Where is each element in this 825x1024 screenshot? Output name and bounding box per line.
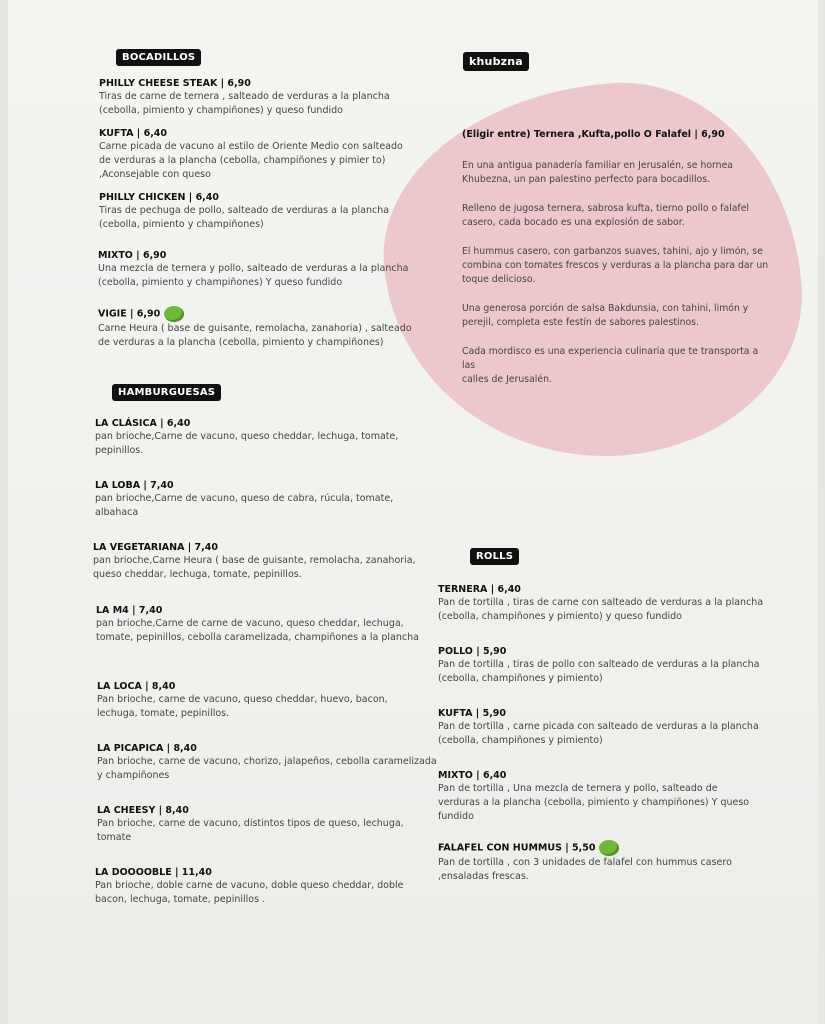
item-desc: Pan de tortilla , tiras de pollo con salteado de verduras a la plancha (cebolla, champiñones y pimiento) [438,659,760,684]
item-desc: Una mezcla de ternera y pollo, salteado de verduras a la plancha (cebolla, pimiento y champiñones) Y queso fundido [98,263,409,288]
item-desc: Pan de tortilla , carne picada con salteado de verduras a la plancha (cebolla, champiñones y pimiento) [438,721,759,746]
item-desc: Pan de tortilla , con 3 unidades de falafel con hummus casero ,ensaladas frescas. [438,857,732,882]
menu-item-la-doooooble [95,866,404,907]
item-desc: Tiras de carne de ternera , salteado de verduras a la plancha (cebolla, pimiento y champiñones) y queso fundido [99,91,390,116]
menu-item-la-picapica [97,742,437,783]
menu-item-roll-ternera [438,583,763,624]
item-desc: pan brioche,Carne de vacuno, queso de cabra, rúcula, tomate, albahaca [95,493,394,518]
khubzna-paragraph: Una generosa porción de salsa Bakdunsia, con tahini, limón y perejil, completa este festín de sabores palestinos. [462,303,749,328]
menu-item-la-clasica [95,417,398,458]
menu-item-mixto [98,249,408,290]
item-desc: Carne Heura ( base de guisante, remolacha, zanahoria) , salteado de verduras a la plancha (cebolla, pimiento y champiñones) [98,323,412,348]
rolls-heading: ROLLS [470,548,519,565]
item-name: MIXTO | 6,90 [98,250,167,261]
item-name: KUFTA | 5,90 [438,708,507,719]
item-name: LA DOOOOBLE | 11,40 [95,867,212,878]
item-name: LA LOCA | 8,40 [97,681,176,692]
khubzna-title: (Eligir entre) Ternera ,Kufta,pollo O Falafel | 6,90 [462,129,725,140]
menu-item-kufta [99,127,403,182]
menu-item-la-loba [95,479,393,520]
item-desc: Pan brioche, carne de vacuno, distintos tipos de queso, lechuga, tomate [97,818,404,843]
menu-item-la-m4 [96,604,419,645]
item-desc: Pan brioche, carne de vacuno, queso cheddar, huevo, bacon, lechuga, tomate, pepinillos. [97,694,388,719]
menu-item-la-loca [97,680,388,721]
item-name: LA CLÁSICA | 6,40 [95,418,191,429]
item-name: VIGIE | 6,90 [98,306,412,322]
hamburguesas-heading: HAMBURGUESAS [112,384,221,401]
menu-item-la-cheesy [97,804,404,845]
item-desc: pan brioche,Carne de carne de vacuno, queso cheddar, lechuga, tomate, pepinillos, cebolla caramelizada, champiñones a la plancha [96,618,419,643]
item-name: TERNERA | 6,40 [438,584,521,595]
item-name: LA PICAPICA | 8,40 [97,743,197,754]
item-desc: Pan de tortilla , tiras de carne con salteado de verduras a la plancha (cebolla, champiñones y pimiento) y queso fundido [438,597,764,622]
item-name: POLLO | 5,90 [438,646,507,657]
khubzna-paragraph: En una antigua panadería familiar en Jerusalén, se hornea Khubezna, un pan palestino perfecto para bocadillos. [462,160,733,185]
menu-item-roll-pollo [438,645,759,686]
item-name: LA LOBA | 7,40 [95,480,174,491]
item-desc: pan brioche,Carne Heura ( base de guisante, remolacha, zanahoria, queso cheddar, lechuga, tomate, pepinillos. [93,555,416,580]
khubzna-heading: khubzna [463,52,529,71]
menu-item-philly-cheese-steak [99,77,390,118]
item-name: LA VEGETARIANA | 7,40 [93,542,218,553]
khubzna-paragraph: El hummus casero, con garbanzos suaves, tahini, ajo y limón, se combina con tomates frescos y verduras a la plancha para dar un toque delicioso. [462,246,769,285]
menu-item-la-vegetariana [93,541,416,582]
item-name: PHILLY CHICKEN | 6,40 [99,192,220,203]
item-desc: Pan brioche, doble carne de vacuno, doble queso cheddar, doble bacon, lechuga, tomate, pepinillos . [95,880,404,905]
item-name: KUFTA | 6,40 [99,128,168,139]
menu-item-vigie [98,306,412,350]
item-name: LA M4 | 7,40 [96,605,163,616]
item-name: LA CHEESY | 8,40 [97,805,189,816]
vegan-leaf-icon [599,840,619,856]
menu-item-roll-mixto [438,769,749,824]
item-name: MIXTO | 6,40 [438,770,507,781]
menu-item-philly-chicken [99,191,389,232]
menu-item-roll-falafel-con-hummus [438,840,732,884]
vegan-leaf-icon [164,306,184,322]
item-desc: Carne picada de vacuno al estilo de Oriente Medio con salteado de verduras a la plancha (cebolla, champiñones y pimier to) ,Aconsejable con queso [99,141,403,180]
khubzna-paragraph: Cada mordisco es una experiencia culinaria que te transporta a las calles de Jerusalén. [462,346,759,385]
bocadillos-heading: BOCADILLOS [116,49,201,66]
item-desc: pan brioche,Carne de vacuno, queso cheddar, lechuga, tomate, pepinillos. [95,431,399,456]
item-desc: Tiras de pechuga de pollo, salteado de verduras a la plancha (cebolla, pimiento y champiñones) [99,205,390,230]
item-desc: Pan brioche, carne de vacuno, chorizo, jalapeños, cebolla caramelizada y champiñones [97,756,437,781]
item-name: FALAFEL CON HUMMUS | 5,50 [438,840,732,856]
item-name: PHILLY CHEESE STEAK | 6,90 [99,78,251,89]
item-desc: Pan de tortilla , Una mezcla de ternera y pollo, salteado de verduras a la plancha (cebolla, pimiento y champiñones) Y queso fundido [438,783,750,822]
khubzna-paragraph: Relleno de jugosa ternera, sabrosa kufta, tierno pollo o falafel casero, cada bocado es una explosión de sabor. [462,203,749,228]
menu-item-roll-kufta [438,707,759,748]
